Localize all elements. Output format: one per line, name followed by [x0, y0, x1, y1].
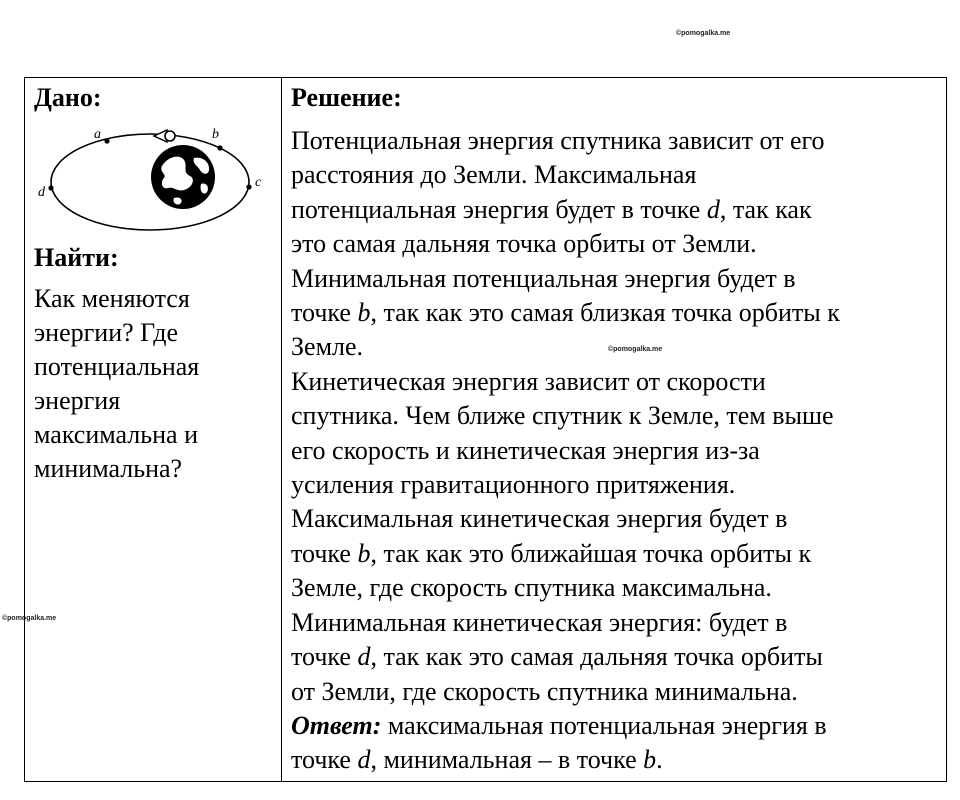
orbit-point-b: [217, 145, 222, 150]
solution-line: [291, 124, 941, 158]
question-line: энергии? Где: [34, 318, 178, 347]
solution-line: [291, 193, 941, 227]
label-c: c: [255, 175, 262, 190]
solution-text-segment: Земле, где скорость спутника максимальна.: [291, 573, 772, 603]
solution-text-segment: Кинетическая энергия зависит от скорости: [291, 366, 766, 396]
orbit-point-a: [104, 138, 109, 143]
solution-line: [291, 296, 941, 330]
solution-text-segment: , так как это самая близкая точка орбиты к: [370, 298, 840, 328]
label-d: d: [38, 185, 45, 200]
watermark-left: ©pomogalka.me: [2, 615, 57, 622]
find-title: Найти:: [34, 243, 119, 272]
solution-line: [291, 640, 941, 674]
question-line: потенциальная: [34, 352, 200, 381]
solution-text-segment: Минимальная кинетическая энергия: будет в: [291, 607, 788, 637]
question-line: Как меняются: [34, 284, 190, 313]
label-a: a: [94, 127, 101, 142]
solution-text-segment: точке: [291, 538, 358, 568]
problem-table: [24, 77, 947, 782]
solution-line: [291, 502, 941, 536]
solution-text-segment: это самая дальняя точка орбиты от Земли.: [291, 229, 757, 259]
find-question: [34, 282, 274, 486]
answer-label: Ответ:: [291, 710, 382, 740]
question-line: минимальна?: [34, 454, 183, 483]
solution-line: [291, 571, 941, 605]
solution-text-segment: потенциальная энергия будет в точке: [291, 194, 707, 224]
solution-text-segment: его скорость и кинетическая энергия из-за: [291, 435, 760, 465]
point-label: b: [643, 745, 657, 775]
solution-text-segment: Земле.: [291, 332, 364, 362]
earth-icon: [151, 145, 215, 209]
label-b: b: [212, 127, 219, 142]
solution-text-segment: , минимальная – в точке: [370, 745, 644, 775]
solution-column: [291, 82, 941, 778]
given-title: Дано:: [34, 83, 102, 112]
solution-text-segment: , так как: [719, 194, 812, 224]
point-label: d: [706, 194, 720, 224]
given-column: [34, 82, 274, 486]
solution-text-segment: от Земли, где скорость спутника минимальна.: [291, 676, 798, 706]
solution-line: [291, 537, 941, 571]
solution-text-segment: спутника. Чем ближе спутник к Земле, тем выше: [291, 401, 834, 431]
solution-line: [291, 606, 941, 640]
question-line: энергия: [34, 386, 121, 415]
orbit-point-c: [246, 184, 251, 189]
solution-line: [291, 675, 941, 709]
solution-line: [291, 709, 941, 743]
solution-text-segment: усиления гравитационного притяжения.: [291, 470, 736, 500]
point-label: b: [357, 298, 371, 328]
solution-line: [291, 365, 941, 399]
column-divider: [281, 78, 282, 781]
solution-line: [291, 262, 941, 296]
solution-text-segment: точке: [291, 745, 358, 775]
solution-text-segment: .: [656, 745, 663, 775]
satellite-icon: [154, 130, 175, 142]
solution-text-segment: точке: [291, 642, 358, 672]
solution-text-segment: Максимальная кинетическая энергия будет в: [291, 504, 788, 534]
solution-line: [291, 227, 941, 261]
solution-text: [291, 124, 941, 778]
solution-text-segment: , так как это самая дальняя точка орбиты: [370, 642, 823, 672]
question-line: максимальна и: [34, 420, 198, 449]
point-label: d: [357, 745, 371, 775]
solution-line: [291, 399, 941, 433]
solution-text-segment: максимальная потенциальная энергия в: [381, 710, 827, 740]
point-label: d: [357, 642, 371, 672]
orbit-point-d: [48, 185, 53, 190]
solution-line: [291, 434, 941, 468]
solution-title: Решение:: [291, 83, 402, 112]
solution-text-segment: Потенциальная энергия спутника зависит от его: [291, 126, 825, 155]
point-label: b: [357, 538, 371, 568]
solution-line: [291, 330, 941, 364]
solution-line: [291, 468, 941, 502]
solution-text-segment: точке: [291, 298, 358, 328]
solution-text-segment: , так как это ближайшая точка орбиты к: [370, 538, 812, 568]
solution-line: [291, 158, 941, 192]
watermark-middle: ©pomogalka.me: [608, 346, 663, 353]
orbit-diagram: [34, 116, 266, 234]
solution-text-segment: расстояния до Земли. Максимальная: [291, 160, 697, 190]
solution-text-segment: Минимальная потенциальная энергия будет в: [291, 263, 796, 293]
watermark-top: ©pomogalka.me: [676, 30, 731, 37]
solution-line: [291, 743, 941, 777]
